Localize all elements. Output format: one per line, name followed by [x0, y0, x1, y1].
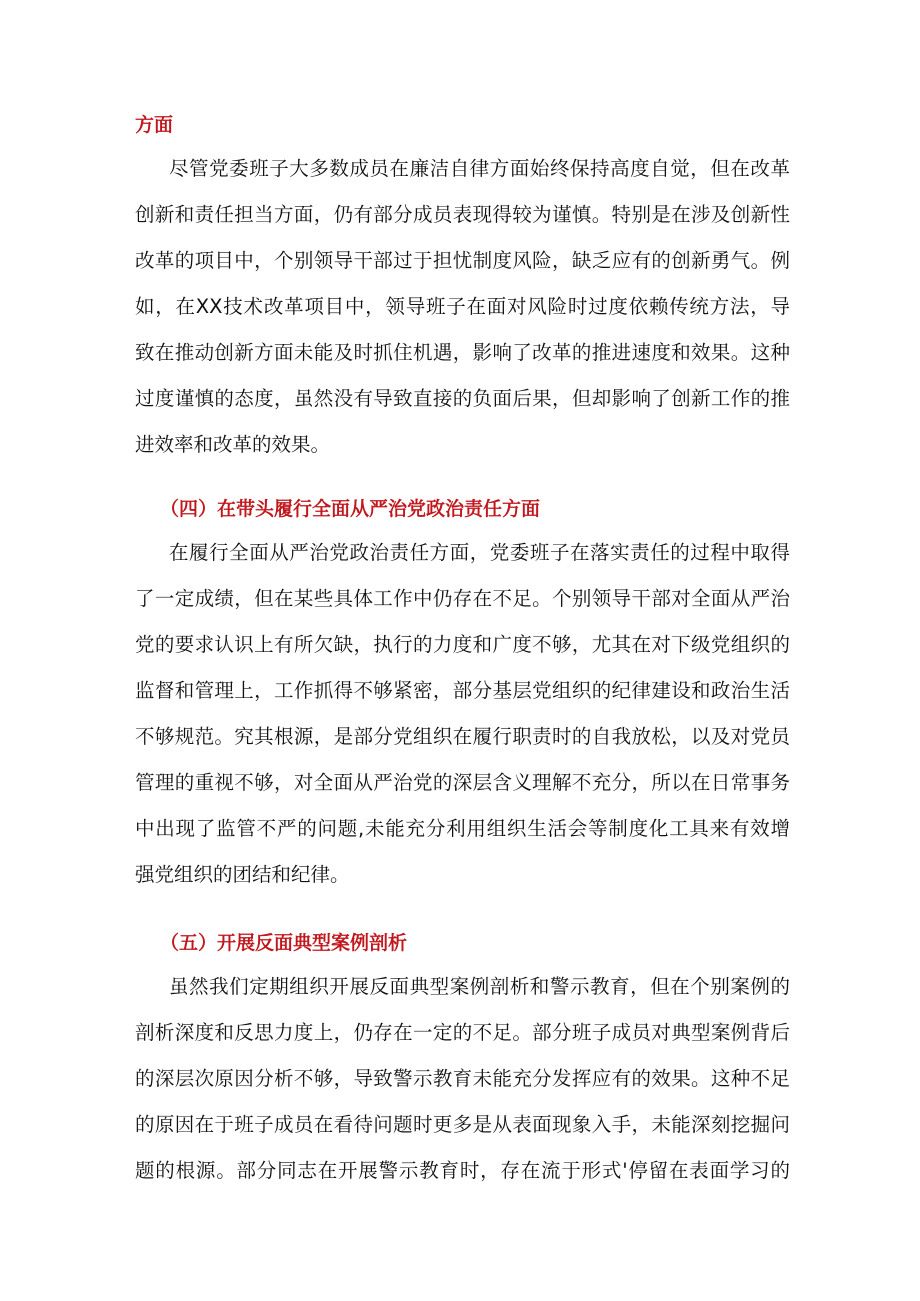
text-line: 虽然我们定期组织开展反面典型案例剖析和警示教育，但在个别案例的: [169, 975, 790, 998]
text-line: 创新和责任担当方面，仍有部分成员表现得较为谨慎。特别是在涉及创新性: [135, 203, 790, 226]
text-line: 不够规范。究其根源，是部分党组织在履行职责时的自我放松，以及对党员: [135, 725, 790, 748]
paragraph-party-responsibility: [135, 530, 790, 898]
text-line: 的原因在于班子成员在看待问题时更多是从表面现象入手，未能深刻挖掘问: [135, 1113, 790, 1136]
text-line: 进效率和改革的效果。: [135, 433, 331, 456]
text-line: 改革的项目中，个别领导干部过于担忧制度风险，缺乏应有的创新勇气。例: [135, 249, 790, 272]
text-line: 致在推动创新方面未能及时抓住机遇，影响了改革的推进速度和效果。这种: [135, 341, 790, 364]
text-line: 过度谨慎的态度，虽然没有导致直接的负面后果，但却影响了创新工作的推: [135, 387, 790, 410]
text-line: 强党组织的团结和纪律。: [135, 863, 350, 886]
section-heading-4: （四）在带头履行全面从严治党政治责任方面: [160, 498, 541, 520]
text-line: 党的要求认识上有所欠缺，执行的力度和广度不够，尤其在对下级党组织的: [135, 633, 790, 656]
text-line: 监督和管理上，工作抓得不够紧密，部分基层党组织的纪律建设和政治生活: [135, 679, 790, 702]
paragraph-case-analysis: [135, 964, 790, 1194]
section-heading-continuation: 方面: [135, 114, 174, 136]
paragraph-innovation: [135, 146, 790, 468]
text-line: 如，在XX技术改革项目中，领导班子在面对风险时过度依赖传统方法，导: [135, 295, 790, 318]
section-heading-5: （五）开展反面典型案例剖析: [160, 932, 408, 954]
text-line: 在履行全面从严治党政治责任方面，党委班子在落实责任的过程中取得: [169, 541, 790, 564]
text-line: 管理的重视不够，对全面从严治党的深层含义理解不充分，所以在日常事务: [135, 771, 790, 794]
text-line: 了一定成绩，但在某些具体工作中仍存在不足。个别领导干部对全面从严治: [135, 587, 790, 610]
text-line: 中出现了监管不严的问题,未能充分利用组织生活会等制度化工具来有效增: [135, 817, 790, 840]
text-line: 的深层次原因分析不够，导致警示教育未能充分发挥应有的效果。这种不足: [135, 1067, 790, 1090]
text-line: 尽管党委班子大多数成员在廉洁自律方面始终保持高度自觉，但在改革: [169, 157, 790, 180]
text-line: 题的根源。部分同志在开展警示教育时，存在流于形式'停留在表面学习的: [135, 1159, 790, 1182]
text-line: 剖析深度和反思力度上，仍存在一定的不足。部分班子成员对典型案例背后: [135, 1021, 790, 1044]
